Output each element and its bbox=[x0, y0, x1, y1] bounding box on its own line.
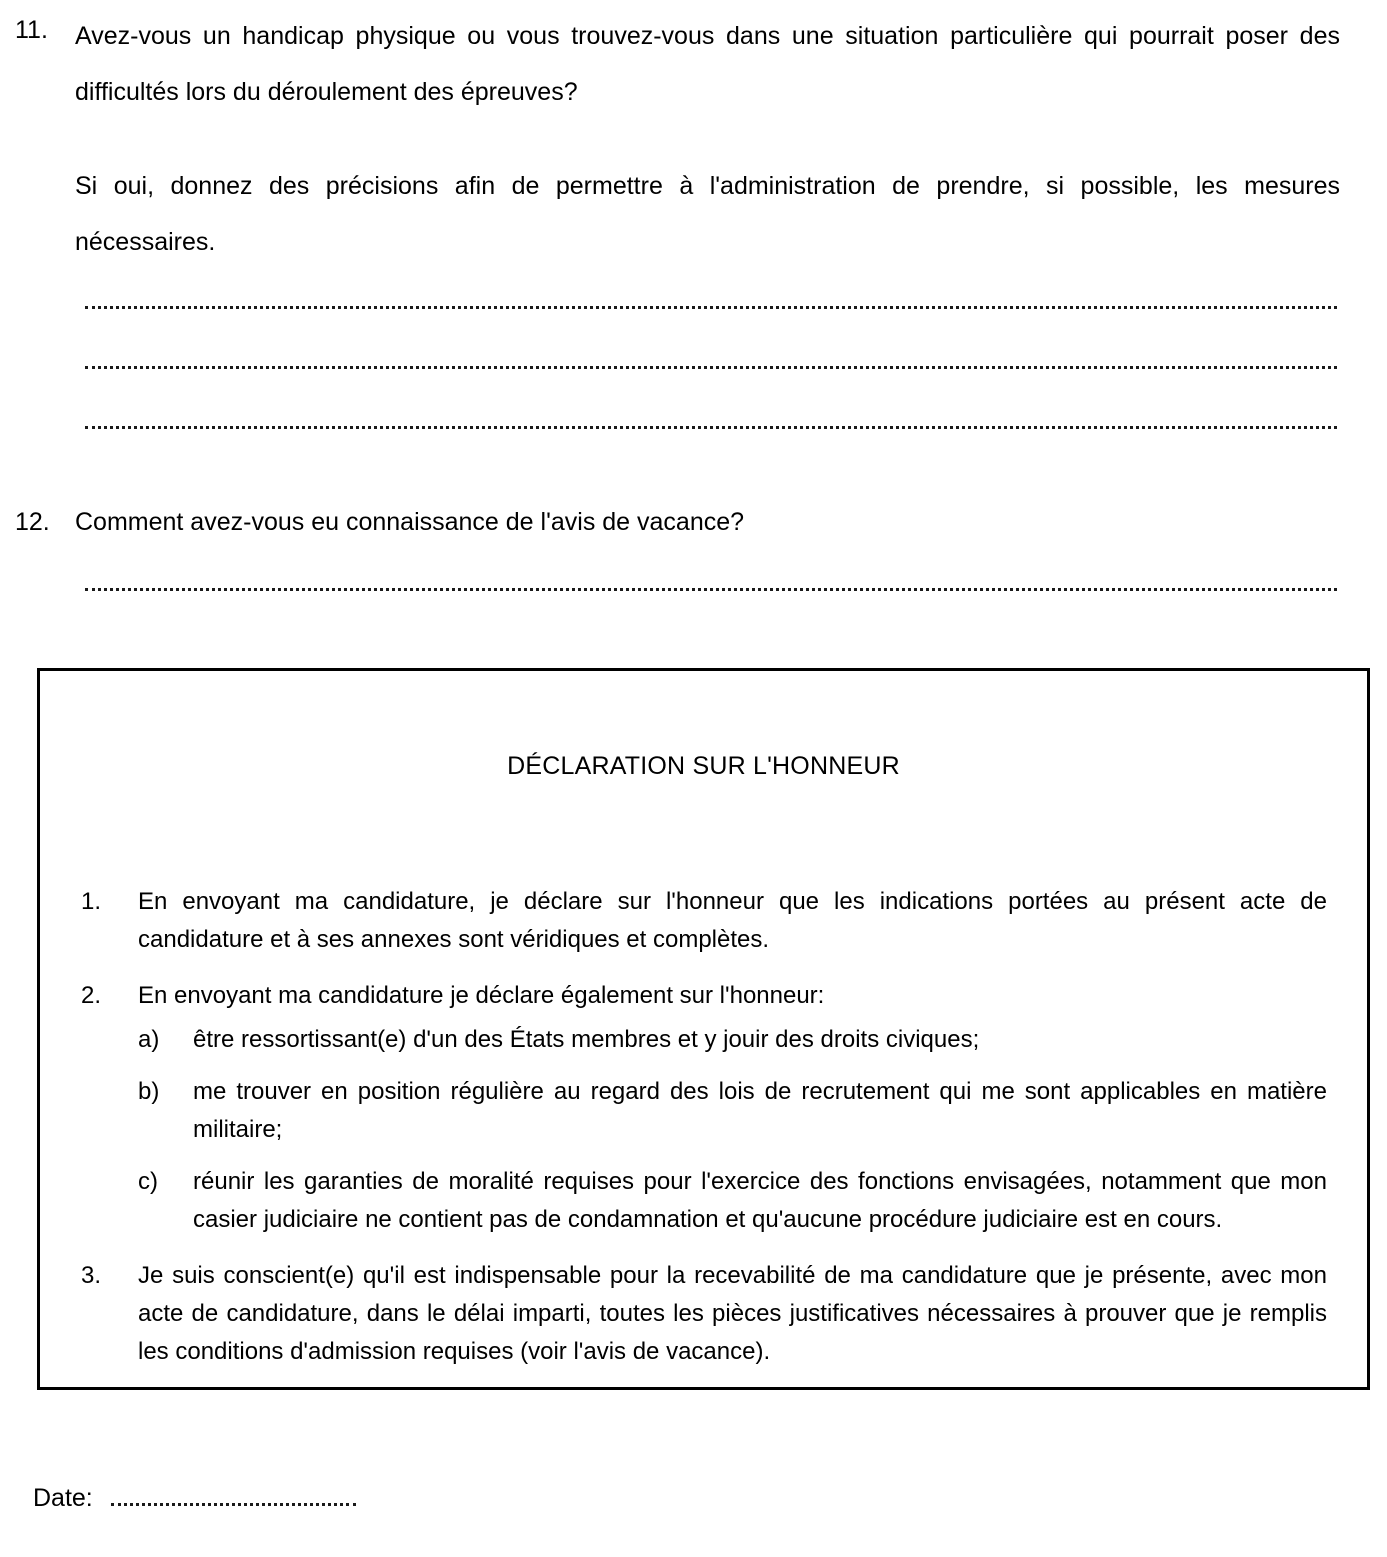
declaration-title: DÉCLARATION SUR L'HONNEUR bbox=[507, 752, 900, 780]
declaration-subitem-b-marker: b) bbox=[138, 1078, 160, 1105]
question-11 bbox=[15, 8, 1340, 270]
question-12-body bbox=[75, 500, 1340, 544]
declaration-subitem-c-marker: c) bbox=[138, 1168, 158, 1195]
declaration-item-2-group bbox=[81, 977, 1327, 1239]
declaration-item-1-marker: 1. bbox=[81, 888, 102, 915]
question-11-number: 11. bbox=[15, 16, 48, 44]
date-input-line[interactable] bbox=[111, 1498, 356, 1506]
answer-line-11-1[interactable] bbox=[85, 302, 1337, 309]
declaration-item-3-marker: 3. bbox=[81, 1262, 102, 1289]
declaration-subitem-a-marker: a) bbox=[138, 1026, 160, 1053]
declaration-item-3-text: Je suis conscient(e) qu'il est indispensable pour la recevabilité de ma candidature que je présente, avec mon acte de candidature, dans le délai imparti, toutes les pièces justificatives nécessaires à prouver que je remplis les conditions d'admission requises (voir l'avis de vacance). bbox=[138, 1262, 1327, 1365]
question-11-body bbox=[75, 8, 1340, 270]
declaration-subitem-c-text: réunir les garanties de moralité requises pour l'exercice des fonctions envisagées, notamment que mon casier judiciaire ne contient pas de condamnation et qu'aucune procédure judiciaire est en cours. bbox=[193, 1168, 1327, 1233]
declaration-item-2-marker: 2. bbox=[81, 982, 102, 1009]
declaration-list bbox=[81, 883, 1327, 1371]
declaration-box bbox=[37, 668, 1370, 1390]
question-11-paragraph-1: Avez-vous un handicap physique ou vous trouvez-vous dans une situation particulière qui pourrait poser des difficultés lors du déroulement des épreuves? bbox=[75, 22, 1340, 106]
answer-line-12-1[interactable] bbox=[85, 584, 1337, 591]
declaration-subitem-b-text: me trouver en position régulière au regard des lois de recrutement qui me sont applicables en matière militaire; bbox=[193, 1078, 1327, 1143]
question-11-row bbox=[15, 8, 1340, 270]
question-12-row bbox=[15, 500, 1340, 544]
declaration-item-1 bbox=[81, 883, 1327, 959]
declaration-item-2 bbox=[81, 977, 1327, 1015]
declaration-subitem-a bbox=[138, 1021, 1327, 1059]
declaration-subitem-a-text: être ressortissant(e) d'un des États membres et y jouir des droits civiques; bbox=[193, 1026, 980, 1053]
declaration-item-3 bbox=[81, 1257, 1327, 1371]
declaration-item-1-text: En envoyant ma candidature, je déclare sur l'honneur que les indications portées au présent acte de candidature et à ses annexes sont véridiques et complètes. bbox=[138, 888, 1327, 953]
date-field-row bbox=[33, 1483, 356, 1513]
declaration-subitem-b bbox=[138, 1073, 1327, 1149]
declaration-item-2-sublist bbox=[138, 1021, 1327, 1239]
date-label: Date: bbox=[33, 1484, 93, 1512]
answer-line-11-2[interactable] bbox=[85, 362, 1337, 369]
question-12-number: 12. bbox=[15, 508, 50, 536]
question-11-paragraph-2: Si oui, donnez des précisions afin de permettre à l'administration de prendre, si possible, les mesures nécessaires. bbox=[75, 172, 1340, 256]
question-12-paragraph-1: Comment avez-vous eu connaissance de l'avis de vacance? bbox=[75, 508, 745, 536]
question-12 bbox=[15, 500, 1340, 544]
answer-line-11-3[interactable] bbox=[85, 422, 1337, 429]
declaration-subitem-c bbox=[138, 1163, 1327, 1239]
declaration-item-2-text: En envoyant ma candidature je déclare également sur l'honneur: bbox=[138, 982, 825, 1009]
